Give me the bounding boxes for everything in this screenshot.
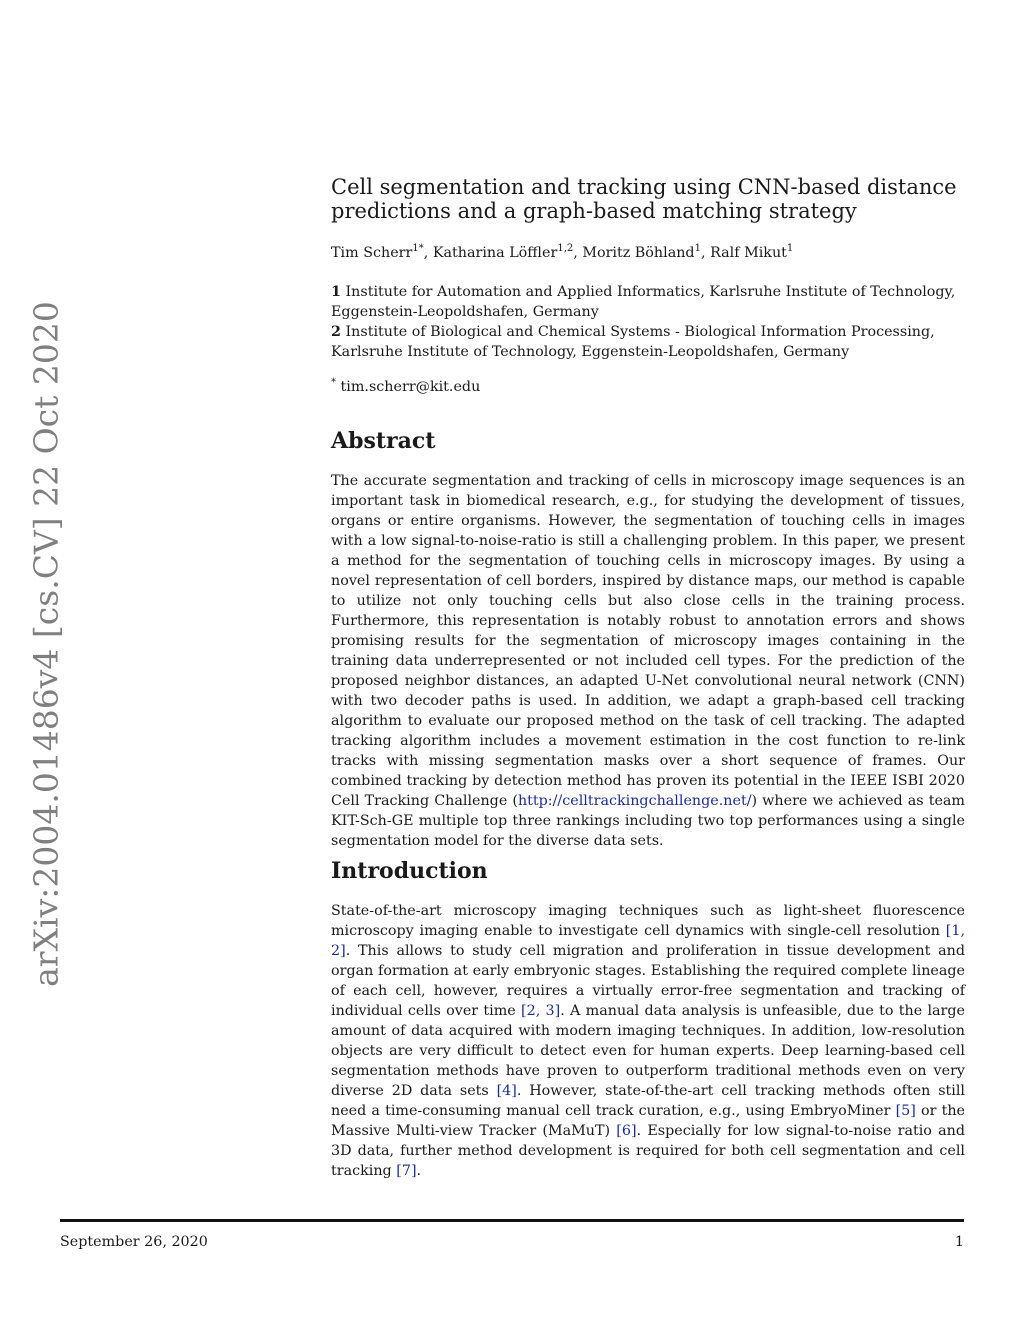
challenge-link[interactable]: http://celltrackingchallenge.net/ [517,793,752,809]
author: Ralf Mikut [710,245,787,261]
author: Moritz Böhland [582,245,695,261]
introduction-text: . This allows to study cell migration and proliferation in tissue development and organ formation at early embryonic stages. Establishing the required complete lineage of each cell, however, requires a virtually error-free segmentation and tracking of individual cells over time [331,943,965,1019]
author-affiliation-mark: 1,2 [557,243,574,255]
abstract-text-end: ) where we achieved as team KIT-Sch-GE multiple top three rankings including two top performances using a single segmentation model for the diverse data sets. [331,793,965,849]
abstract-text: The accurate segmentation and tracking of cells in microscopy image sequences is an important task in biomedical research, e.g., for studying the development of tissues, organs or entire organisms. However, the segmentation of touching cells in images with a low signal-to-noise-ratio is still a challenging problem. In this paper, we present a method for the segmentation of touching cells in microscopy images. By using a novel representation of cell borders, inspired by distance maps, our method is capable to utilize not only touching cells but also close cells in the training process. Furthermore, this representation is notably robust to annotation errors and shows promising results for the segmentation of microscopy images containing in the training data underrepresented or not included cell types. For the prediction of the proposed neighbor distances, an adapted U-Net convolutional neural network (CNN) with two decoder paths is used. In addition, we adapt a graph-based cell tracking algorithm to evaluate our proposed method on the task of cell tracking. The adapted tracking algorithm includes a movement estimation in the cost function to re-link tracks with missing segmentation masks over a short sequence of frames. Our combined tracking by detection method has proven its potential in the IEEE ISBI 2020 Cell Tracking Challenge ( [331,473,965,809]
email-address: tim.scherr@kit.edu [340,379,481,395]
footer-date: September 26, 2020 [60,1234,208,1250]
affiliation [331,282,965,322]
introduction-text: State-of-the-art microscopy imaging techniques such as light-sheet fluorescence microscopy imaging enable to investigate cell dynamics with single-cell resolution [331,903,965,939]
author: Katharina Löffler [432,245,558,261]
author-affiliation-mark: 1 [786,243,794,255]
introduction-body [331,901,965,1181]
affiliation-text: Institute of Biological and Chemical Systems - Biological Information Processing, Karlsruhe Institute of Technology, Eggenstein-Leopoldshafen, Germany [331,324,935,360]
author-affiliation-mark: 1 [694,243,701,255]
page-number: 1 [954,1234,964,1250]
citation-link[interactable]: [6] [616,1123,637,1139]
introduction-heading: Introduction [331,858,488,884]
introduction-text: . [416,1163,422,1179]
affiliation-text: Institute for Automation and Applied Informatics, Karlsruhe Institute of Technology, Eggenstein-Leopoldshafen, Germany [331,284,956,320]
arxiv-sidebar-stamp [8,301,84,987]
author-list: Tim Scherr$^{1*}$, Katharina Löffler$^{1,2}$, Moritz Böhland$^1$, Ralf Mikut$^1$ [331,243,794,261]
introduction-text: . However, state-of-the-art cell tracking methods often still need a time-consuming manual cell track curation, e.g., using EmbryoMiner [331,1083,965,1119]
affiliation-number: 2 [331,324,341,340]
abstract-heading: Abstract [331,428,436,454]
citation-link[interactable]: [7] [396,1163,417,1179]
footer-rule [60,1219,964,1222]
paper-title: Cell segmentation and tracking using CNN-based distance predictions and a graph-based matching strategy [331,175,957,223]
affiliation [331,322,965,362]
author: Tim Scherr [331,245,413,261]
arxiv-identifier: arXiv:2004.01486v4 [cs.CV] 22 Oct 2020 [26,301,66,987]
citation-link[interactable]: [1, 2] [331,923,965,959]
corresponding-email [331,379,965,395]
author-affiliation-mark: 1* [412,243,424,255]
introduction-text: . Especially for low signal-to-noise ratio and 3D data, further method development is required for both cell segmentation and cell tracking [331,1123,965,1179]
affiliation-number: 1 [331,284,341,300]
citation-link[interactable]: [4] [496,1083,517,1099]
citation-link[interactable]: [5] [895,1103,916,1119]
email-mark: * [331,377,336,389]
citation-link[interactable]: [2, 3] [521,1003,561,1019]
abstract-body [331,471,965,851]
introduction-text: . A manual data analysis is unfeasible, due to the large amount of data acquired with modern imaging techniques. In addition, low-resolution objects are very difficult to detect even for human experts. Deep learning-based cell segmentation methods have proven to outperform traditional methods even on very diverse 2D data sets [331,1003,966,1099]
affiliation-list [331,282,965,362]
introduction-text: or the Massive Multi-view Tracker (MaMuT) [331,1103,965,1139]
